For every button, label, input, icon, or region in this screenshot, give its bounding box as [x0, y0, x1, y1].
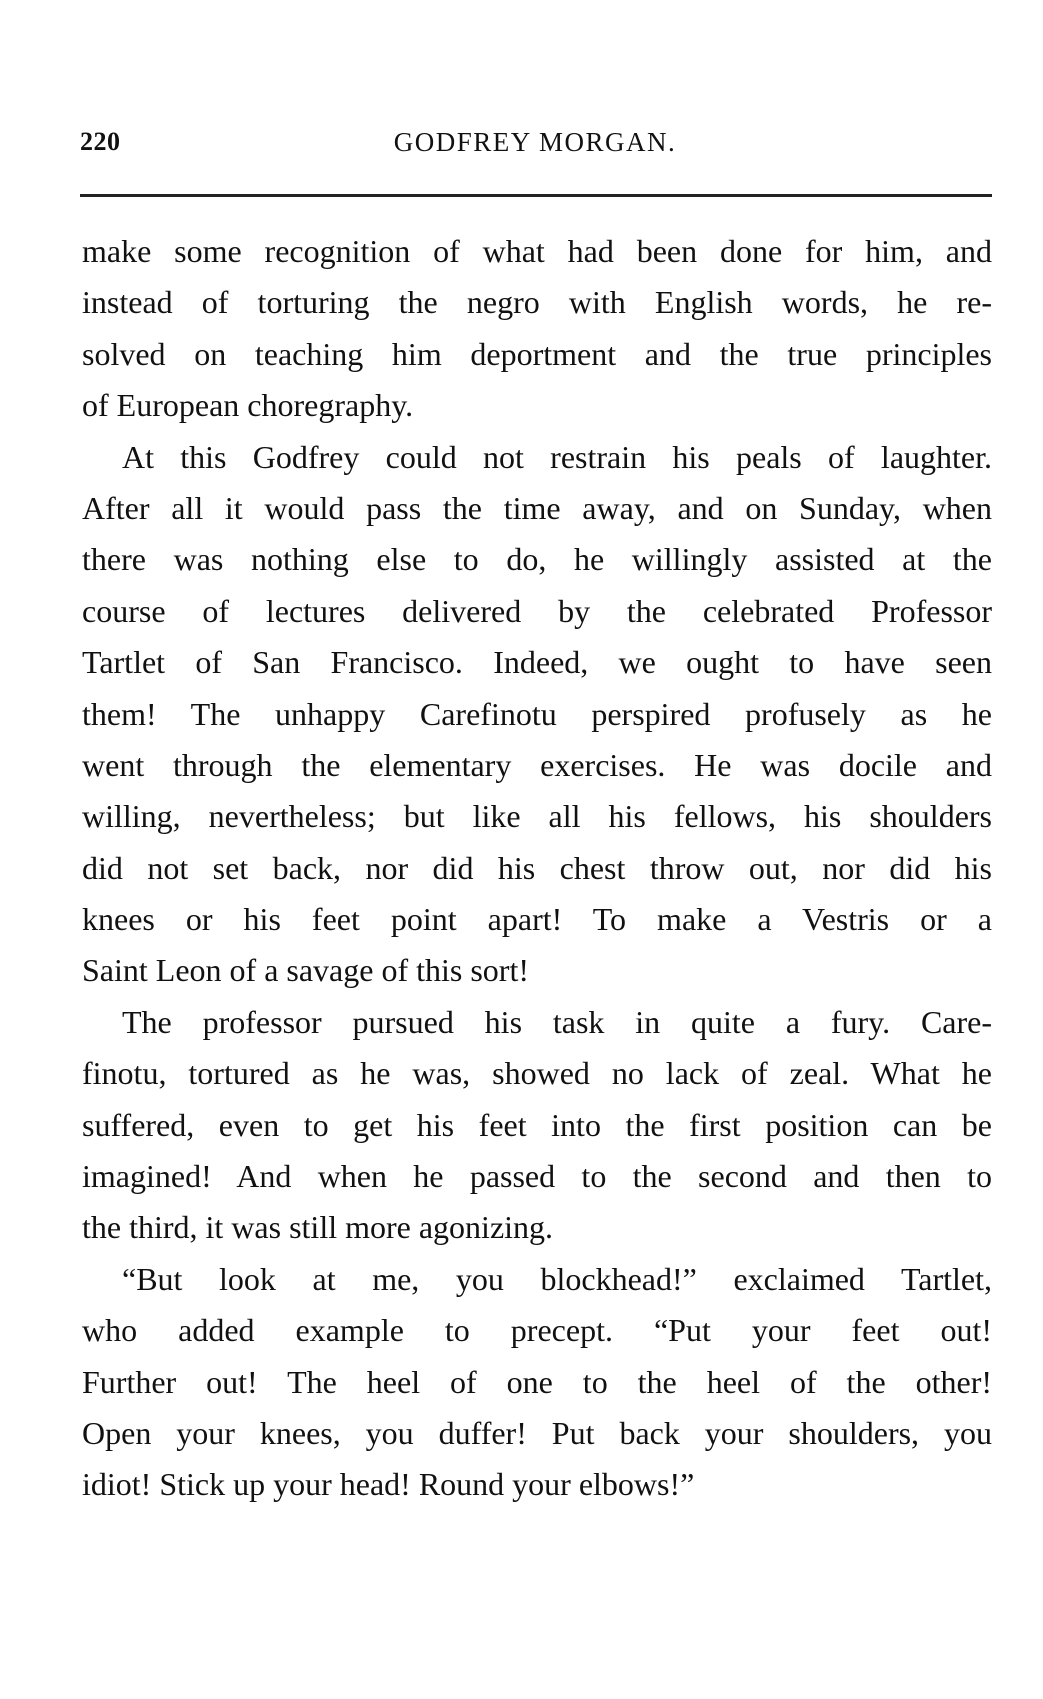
text-line: of European choregraphy.: [82, 387, 414, 424]
page-number: 220: [80, 127, 121, 156]
text-line: there was nothing else to do, he willingly assisted at the: [82, 541, 992, 578]
text-line: did not set back, nor did his chest throw out, nor did his: [82, 849, 992, 886]
text-line: course of lectures delivered by the celebrated Professor: [82, 592, 992, 629]
text-line: suffered, even to get his feet into the first position can be: [82, 1106, 992, 1143]
page-header: [80, 127, 990, 163]
text-line: them! The unhappy Carefinotu perspired profusely as he: [82, 695, 992, 732]
text-line: imagined! And when he passed to the second and then to: [82, 1158, 992, 1195]
text-line: idiot! Stick up your head! Round your elbows!”: [82, 1466, 695, 1503]
text-line: knees or his feet point apart! To make a Vestris or a: [82, 901, 992, 938]
text-line: the third, it was still more agonizing.: [82, 1209, 554, 1246]
text-line: The professor pursued his task in quite a fury. Care-: [122, 1003, 992, 1040]
text-line: At this Godfrey could not restrain his peals of laughter.: [122, 438, 992, 475]
text-line: who added example to precept. “Put your feet out!: [82, 1312, 992, 1349]
text-line: After all it would pass the time away, and on Sunday, when: [82, 489, 992, 526]
text-line: “But look at me, you blockhead!” exclaimed Tartlet,: [122, 1260, 992, 1297]
text-line: make some recognition of what had been done for him, and: [82, 233, 992, 269]
text-line: finotu, tortured as he was, showed no lack of zeal. What he: [82, 1055, 992, 1092]
text-line: Further out! The heel of one to the heel of the other!: [82, 1363, 992, 1400]
text-line: went through the elementary exercises. He was docile and: [82, 746, 992, 783]
running-head: GODFREY MORGAN.: [393, 127, 677, 157]
text-line: Open your knees, you duffer! Put back your shoulders, you: [82, 1414, 992, 1451]
text-line: solved on teaching him deportment and the true principles: [82, 335, 992, 372]
header-rule: [80, 194, 992, 197]
text-line: Tartlet of San Francisco. Indeed, we ought to have seen: [82, 644, 992, 681]
body-text: [82, 226, 992, 1511]
text-line: Saint Leon of a savage of this sort!: [82, 952, 529, 989]
text-line: instead of torturing the negro with English words, he re-: [82, 284, 992, 321]
text-line: willing, nevertheless; but like all his fellows, his shoulders: [82, 798, 992, 835]
